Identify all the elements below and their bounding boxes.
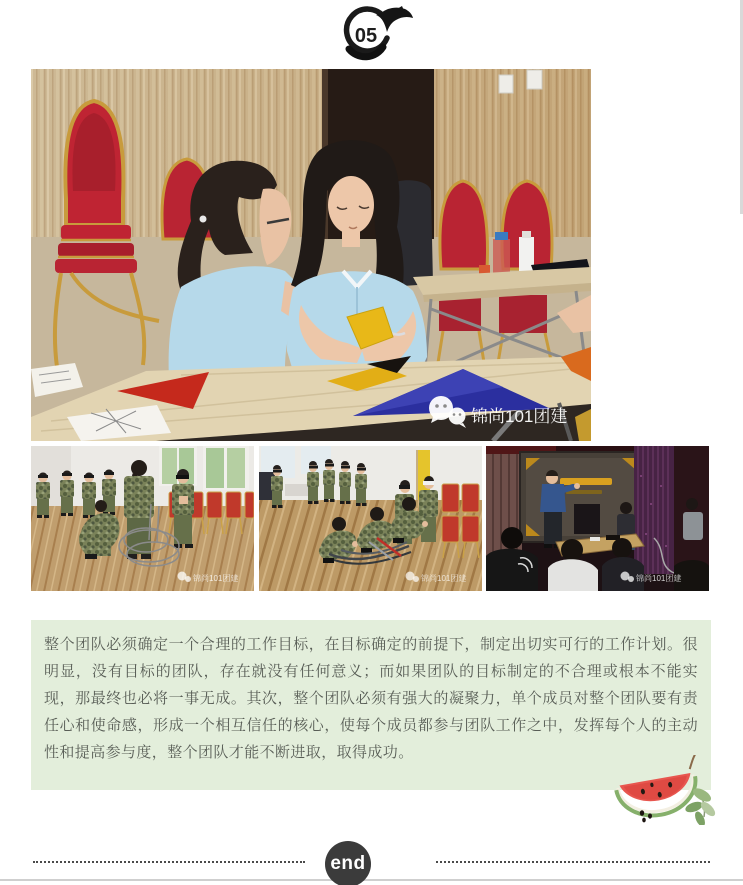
dotted-line-left [33,861,305,863]
end-badge [325,841,371,885]
slide-title-bar [560,478,612,485]
article-paragraph: 整个团队必须确定一个合理的工作目标，在目标确定的前提下，制定出切实可行的工作计划。很明显，没有目标的团队，存在就没有任何意义；而如果团队的目标制定的不合理或根本不能实现，那最终也必将一事无成。其次，整个团队必须有强大的凝聚力，单个成员对整个团队要有责任心和使命感，形成一个相互信任的核心，使每个成员都参与团队工作之中，发挥每个人的主动性和提高参与度，整个团队才能不断进取，取得成功。 [44,636,698,761]
article-box [31,620,711,790]
section-badge [329,6,413,64]
ink-circle-icon [329,6,413,64]
end-divider [0,835,743,885]
sequin-curtain [634,446,674,574]
thumbnail-rope-pull [259,446,482,591]
thumbnail-presentation [486,446,709,591]
watermelon-icon [612,755,718,825]
main-photo [31,69,591,441]
section-number: 05 [354,25,378,47]
svg-text:锦尚101团建: 锦尚101团建 [193,574,239,583]
svg-text:锦尚101团建: 锦尚101团建 [421,574,467,583]
photo-watermark-text: 锦尚101团建 [471,407,568,426]
dotted-line-right [436,861,710,863]
bottom-border-line [0,879,743,881]
svg-text:锦尚101团建: 锦尚101团建 [636,574,682,583]
thumbnail-rope-game [31,446,254,591]
end-label: end [330,853,366,874]
